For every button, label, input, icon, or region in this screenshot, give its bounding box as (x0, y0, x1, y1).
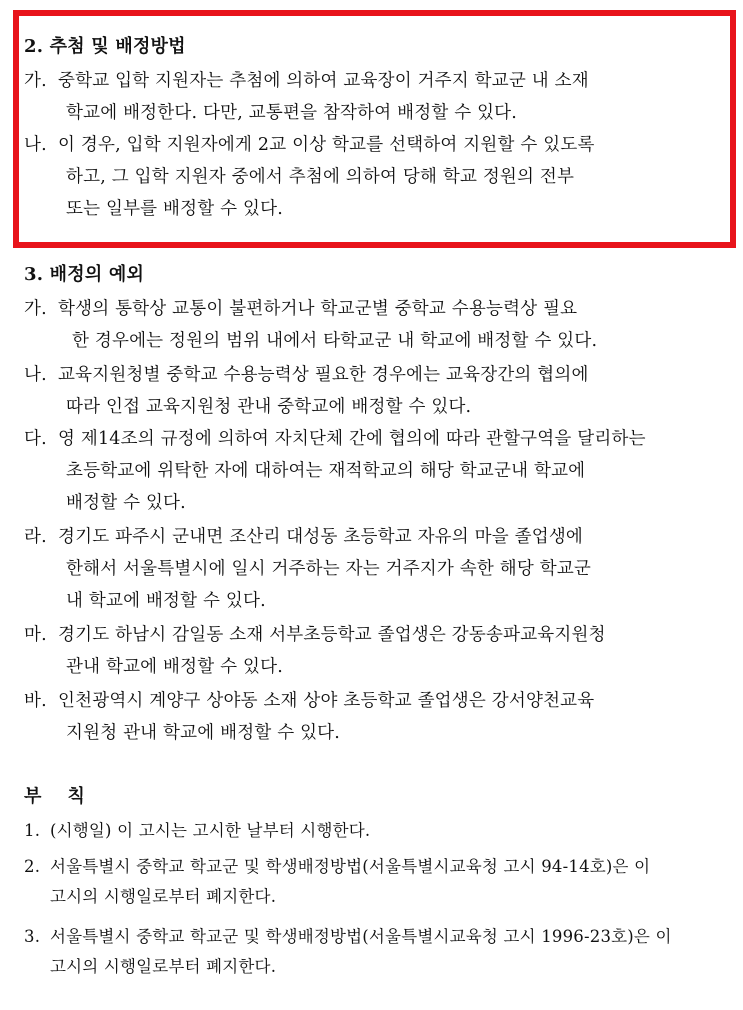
section-2-heading: 2. 추첨 및 배정방법 (24, 36, 186, 57)
addenda-heading: 부 칙 (24, 786, 86, 807)
item-continuation: 한해서 서울특별시에 일시 거주하는 자는 거주지가 속한 해당 학교군 (66, 559, 592, 579)
item-label: 바. (24, 691, 47, 711)
item-text: 학생의 통학상 교통이 불편하거나 학교군별 중학교 수용능력상 필요 (58, 299, 578, 319)
item-label: 3. (24, 927, 41, 946)
section-3-item-ma (24, 624, 606, 646)
item-label: 마. (24, 625, 47, 645)
item-text: (시행일) 이 고시는 고시한 날부터 시행한다. (50, 821, 371, 840)
item-continuation: 따라 인접 교육지원청 관내 중학교에 배정할 수 있다. (66, 397, 472, 417)
item-text: 서울특별시 중학교 학교군 및 학생배정방법(서울특별시교육청 고시 1996-23호)은 이 (50, 927, 672, 946)
section-3-item-da (24, 428, 646, 450)
section-3-heading: 3. 배정의 예외 (24, 264, 145, 285)
item-continuation: 한 경우에는 정원의 범위 내에서 타학교군 내 학교에 배정할 수 있다. (72, 331, 598, 351)
item-label: 나. (24, 365, 47, 385)
section-3-item-ga (24, 298, 577, 320)
item-text: 인천광역시 계양구 상야동 소재 상야 초등학교 졸업생은 강서양천교육 (58, 691, 595, 711)
item-continuation: 지원청 관내 학교에 배정할 수 있다. (66, 723, 341, 743)
item-text: 이 경우, 입학 지원자에게 2교 이상 학교를 선택하여 지원할 수 있도록 (58, 135, 595, 155)
item-continuation: 또는 일부를 배정할 수 있다. (66, 199, 283, 219)
item-label: 다. (24, 429, 47, 449)
item-label: 2. (24, 857, 41, 876)
item-label: 1. (24, 821, 41, 840)
item-label: 나. (24, 135, 47, 155)
item-text: 중학교 입학 지원자는 추첨에 의하여 교육장이 거주지 학교군 내 소재 (58, 71, 589, 91)
item-continuation: 배정할 수 있다. (66, 493, 186, 513)
addenda-item-1 (24, 820, 370, 842)
section-3-item-ba (24, 690, 594, 712)
item-text: 교육지원청별 중학교 수용능력상 필요한 경우에는 교육장간의 협의에 (58, 365, 589, 385)
item-label: 가. (24, 71, 47, 91)
item-continuation: 관내 학교에 배정할 수 있다. (66, 657, 283, 677)
section-2-item-ga (24, 70, 724, 92)
section-2-item-na (24, 134, 595, 156)
item-continuation: 학교에 배정한다. 다만, 교통편을 참작하여 배정할 수 있다. (66, 103, 518, 123)
addenda-item-3 (24, 926, 672, 948)
item-text: 경기도 파주시 군내면 조산리 대성동 초등학교 자유의 마을 졸업생에 (58, 527, 584, 547)
addenda-item-2 (24, 856, 650, 878)
item-continuation: 초등학교에 위탁한 자에 대하여는 재적학교의 해당 학교군내 학교에 (66, 461, 586, 481)
section-3-item-ra (24, 526, 583, 548)
item-continuation: 고시의 시행일로부터 폐지한다. (50, 887, 277, 906)
item-continuation: 고시의 시행일로부터 폐지한다. (50, 957, 277, 976)
item-label: 가. (24, 299, 47, 319)
item-text: 서울특별시 중학교 학교군 및 학생배정방법(서울특별시교육청 고시 94-14호)은 이 (50, 857, 651, 876)
item-continuation: 하고, 그 입학 지원자 중에서 추첨에 의하여 당해 학교 정원의 전부 (66, 167, 575, 187)
section-3-item-na (24, 364, 589, 386)
item-continuation: 내 학교에 배정할 수 있다. (66, 591, 266, 611)
item-label: 라. (24, 527, 47, 547)
item-text: 경기도 하남시 감일동 소재 서부초등학교 졸업생은 강동송파교육지원청 (58, 625, 606, 645)
item-text: 영 제14조의 규정에 의하여 자치단체 간에 협의에 따라 관할구역을 달리하는 (58, 429, 646, 449)
